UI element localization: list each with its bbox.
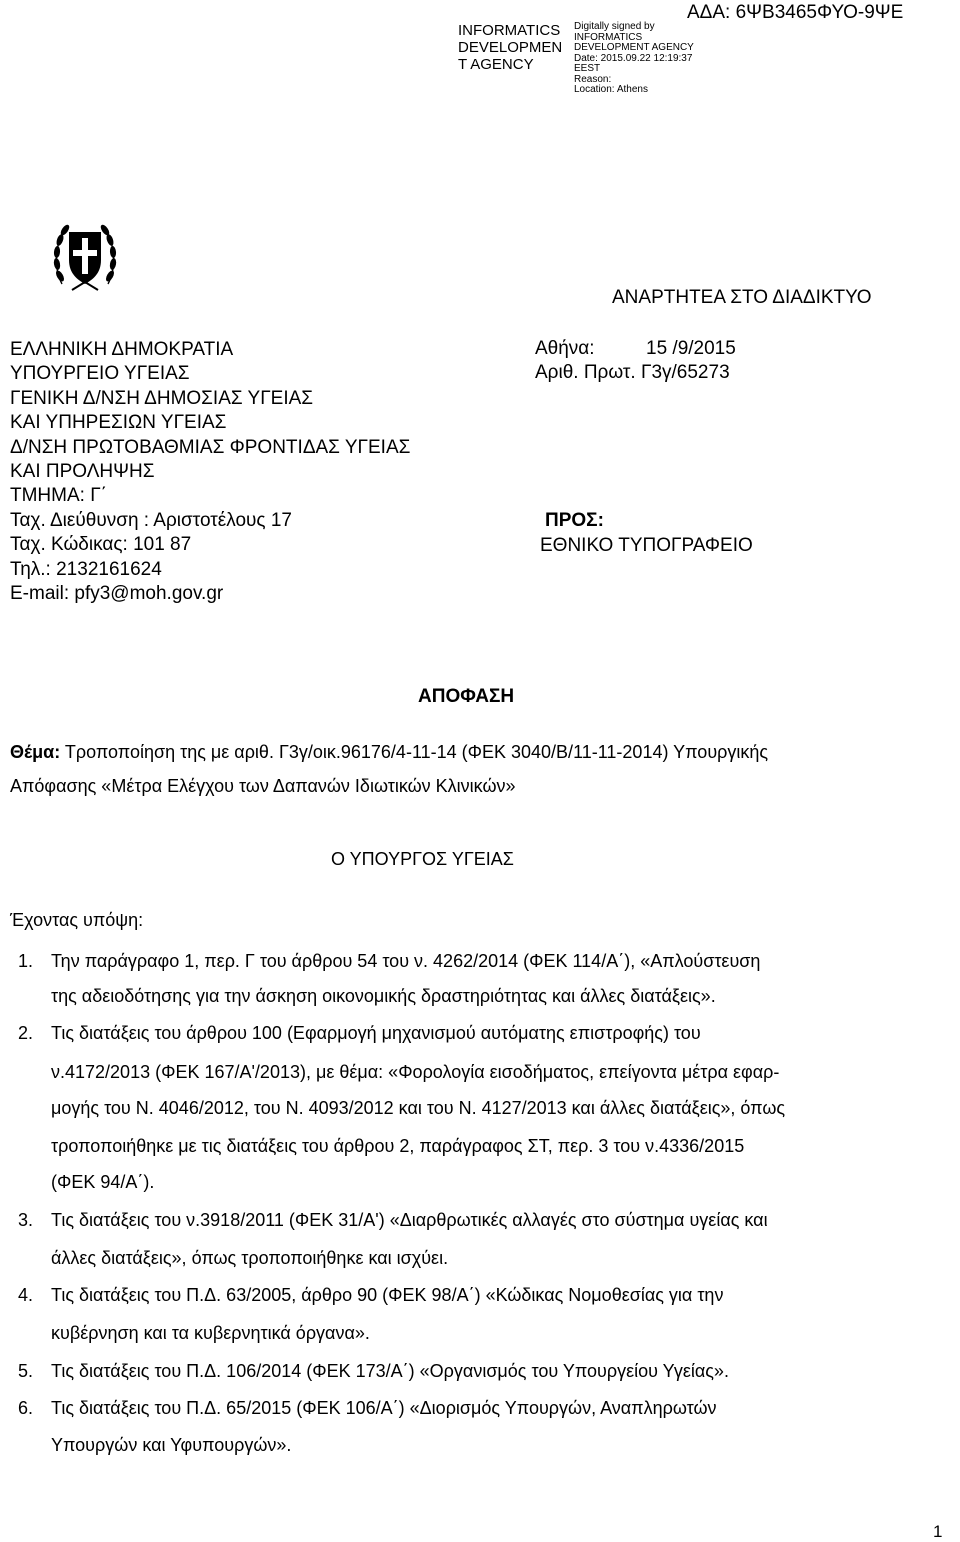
decision-title: ΑΠΟΦΑΣΗ bbox=[418, 686, 515, 707]
signature-org-line: INFORMATICS bbox=[458, 22, 561, 39]
sender-line: ΚΑΙ ΥΠΗΡΕΣΙΩΝ ΥΓΕΙΑΣ bbox=[10, 412, 227, 434]
item-number: 6. bbox=[18, 1398, 34, 1418]
item-number: 2. bbox=[18, 1023, 34, 1043]
item-line: Την παράγραφο 1, περ. Γ του άρθρου 54 του ν. 4262/2014 (ΦΕΚ 114/Α΄), «Απλούστευση bbox=[51, 951, 761, 971]
signature-details bbox=[574, 22, 694, 96]
ada-code: ΑΔΑ: 6ΨΒ3465ΦΥΟ-9ΨΕ bbox=[687, 2, 904, 23]
sender-block bbox=[10, 338, 410, 606]
signature-meta-line: DEVELOPMENT AGENCY bbox=[574, 42, 694, 53]
item-line: Υπουργών και Υφυπουργών». bbox=[51, 1435, 292, 1455]
signature-org-line: T AGENCY bbox=[458, 56, 534, 73]
considering-heading: Έχοντας υπόψη: bbox=[10, 910, 144, 930]
greek-coat-of-arms-icon bbox=[52, 218, 118, 298]
sender-line: Δ/ΝΣΗ ΠΡΩΤΟΒΑΘΜΙΑΣ ΦΡΟΝΤΙΔΑΣ ΥΓΕΙΑΣ bbox=[10, 436, 411, 458]
subject-text: Τροποποίηση της με αριθ. Γ3γ/οικ.96176/4-11-14 (ΦΕΚ 3040/Β/11-11-2014) Υπουργικής bbox=[60, 742, 769, 762]
item-line: (ΦΕΚ 94/Α΄). bbox=[51, 1172, 155, 1192]
item-number: 3. bbox=[18, 1210, 34, 1230]
item-line: της αδειοδότησης για την άσκηση οικονομικής δραστηριότητας και άλλες διατάξεις». bbox=[51, 986, 716, 1006]
recipient-label: ΠΡΟΣ: bbox=[545, 510, 604, 531]
protocol-number: Αριθ. Πρωτ. Γ3γ/65273 bbox=[535, 362, 730, 383]
subject-line-2: Απόφασης «Μέτρα Ελέγχου των Δαπανών Ιδιωτικών Κλινικών» bbox=[10, 776, 516, 796]
date-label: Αθήνα: bbox=[535, 338, 595, 359]
sender-line: Ταχ. Διεύθυνση : Αριστοτέλους 17 bbox=[10, 509, 292, 531]
item-number: 1. bbox=[18, 951, 34, 971]
item-line: μογής του Ν. 4046/2012, του Ν. 4093/2012 και του Ν. 4127/2013 και άλλες διατάξεις», όπως bbox=[51, 1098, 786, 1118]
item-line: Τις διατάξεις του άρθρου 100 (Εφαρμογή μηχανισμού αυτόματης επιστροφής) του bbox=[51, 1023, 701, 1043]
minister-heading: Ο ΥΠΟΥΡΓΟΣ ΥΓΕΙΑΣ bbox=[331, 849, 514, 869]
item-number: 4. bbox=[18, 1285, 34, 1305]
sender-line: ΥΠΟΥΡΓΕΙΟ ΥΓΕΙΑΣ bbox=[10, 363, 190, 385]
item-line: Τις διατάξεις του ν.3918/2011 (ΦΕΚ 31/Α') «Διαρθρωτικές αλλαγές στο σύστημα υγείας και bbox=[51, 1210, 768, 1230]
sender-line: Τηλ.: 2132161624 bbox=[10, 558, 162, 580]
signature-meta-line: Location: Athens bbox=[574, 84, 648, 95]
item-line: κυβέρνηση και τα κυβερνητικά όργανα». bbox=[51, 1323, 370, 1343]
item-number: 5. bbox=[18, 1361, 34, 1381]
page-number: 1 bbox=[933, 1522, 943, 1541]
sender-line: ΚΑΙ ΠΡΟΛΗΨΗΣ bbox=[10, 461, 155, 483]
item-line: Τις διατάξεις του Π.Δ. 65/2015 (ΦΕΚ 106/Α΄) «Διορισμός Υπουργών, Αναπληρωτών bbox=[51, 1398, 717, 1418]
item-line: άλλες διατάξεις», όπως τροποποιήθηκε και ισχύει. bbox=[51, 1248, 449, 1268]
publish-note: ΑΝΑΡΤΗΤΕΑ ΣΤΟ ΔΙΑΔΙΚΤΥΟ bbox=[612, 287, 872, 308]
signature-meta-line: EEST bbox=[574, 63, 601, 74]
sender-line: ΕΛΛΗΝΙΚΗ ΔΗΜΟΚΡΑΤΙΑ bbox=[10, 339, 234, 360]
subject-line-1 bbox=[10, 742, 768, 763]
item-line: Τις διατάξεις του Π.Δ. 63/2005, άρθρο 90 (ΦΕΚ 98/Α΄) «Κώδικας Νομοθεσίας για την bbox=[51, 1285, 724, 1305]
signature-meta-line: Date: 2015.09.22 12:19:37 bbox=[574, 52, 693, 64]
recipient-name: ΕΘΝΙΚΟ ΤΥΠΟΓΡΑΦΕΙΟ bbox=[540, 535, 753, 556]
item-line: τροποποιήθηκε με τις διατάξεις του άρθρου 2, παράγραφος ΣΤ, περ. 3 του ν.4336/2015 bbox=[51, 1136, 745, 1156]
item-line: Τις διατάξεις του Π.Δ. 106/2014 (ΦΕΚ 173/Α΄) «Οργανισμός του Υπουργείου Υγείας». bbox=[51, 1361, 729, 1381]
signature-meta-line: INFORMATICS bbox=[574, 31, 643, 43]
sender-line: ΤΜΗΜΑ: Γ΄ bbox=[10, 485, 108, 507]
sender-line: E-mail: pfy3@moh.gov.gr bbox=[10, 583, 224, 605]
signature-meta-line: Digitally signed by bbox=[574, 21, 655, 32]
item-line: ν.4172/2013 (ΦΕΚ 167/Α'/2013), με θέμα: «Φορολογία εισοδήματος, επείγοντα μέτρα εφαρ- bbox=[51, 1062, 780, 1082]
date-value: 15 /9/2015 bbox=[646, 338, 736, 359]
sender-line: Ταχ. Κώδικας: 101 87 bbox=[10, 534, 192, 556]
signature-org-line: DEVELOPMEN bbox=[458, 39, 563, 56]
signature-organization bbox=[458, 22, 562, 73]
sender-line: ΓΕΝΙΚΗ Δ/ΝΣΗ ΔΗΜΟΣΙΑΣ ΥΓΕΙΑΣ bbox=[10, 387, 314, 409]
signature-meta-line: Reason: bbox=[574, 73, 612, 85]
subject-label: Θέμα: bbox=[10, 742, 61, 762]
